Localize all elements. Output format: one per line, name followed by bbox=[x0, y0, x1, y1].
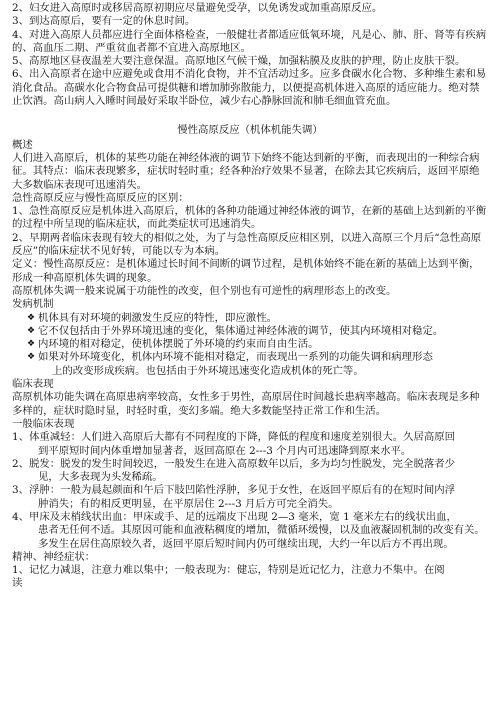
clinical-heading: 临床表现 bbox=[12, 378, 54, 391]
general-item-continuation: 到平原短时间内体重增加显著者，返回高原在 2---3 个月内可迅速降到原来水平。 bbox=[38, 444, 412, 457]
intro-item: 5、高原地区昼夜温差大要注意保温。高原地区气候干燥，加强粘膜及皮肤的护理，防止皮肤干裂。 bbox=[12, 55, 466, 68]
diamond-bullet-icon: ❖ bbox=[27, 325, 36, 336]
diamond-bullet-icon: ❖ bbox=[27, 312, 36, 323]
overview-section bbox=[0, 139, 500, 591]
general-item: 1、体重减轻：人们进入高原后大都有不同程度的下降，降低的程度和速度差别很大。久居高原回 bbox=[12, 431, 456, 444]
neuro-item: 1、记忆力减退，注意力难以集中；一般表现为：健忘，特别是近记忆力，注意力不集中。在阅 bbox=[12, 564, 445, 577]
mechanism-bullet bbox=[12, 312, 488, 325]
intro-item: 4、对进入高原人员都应进行全面体格检查，一般健壮者都适应低氧环境，凡是心、肺、肝、肾等有疾病的、高血压二期、严重贫血者都不宜进入高原地区。 bbox=[12, 28, 487, 54]
nail-bleeding-item: 4、甲床及末梢线状出血：甲床或手、足的远端皮下出现 2—3 毫米，宽 1 毫米左右的线状出血， bbox=[12, 510, 457, 523]
overview-paragraph: 1、急性高原反应是机体进入高原后，机体的各种功能通过神经体液的调节，在新的基础上达到新的平衡的过程中所呈现的临床症状，而此类症状可迅速消失。 bbox=[12, 205, 487, 231]
intro-item: 6、出入高原者在途中应避免或食用不消化食物，并不宜活动过多。应多食碳水化合物、多种维生素和易消化食品。高碳水化合物食品可提供糖和增加肺弥散能力，以便提高机体进入高原的适应能力。绝对禁止饮酒。高山病人入睡时间最好采取半卧位，减少右心静脉回流和肺毛细血管充血。 bbox=[12, 68, 487, 108]
overview-paragraph: 人们进入高原后，机体的某些功能在神经体液的调节下始终不能达到新的平衡，而表现出的一种综合病征。其特点：临床表现繁多，症状时轻时重；经各种治疗效果不显著，在除去其它疾病后，返回平原绝大多数临床表现可迅速消失。 bbox=[12, 151, 480, 191]
mechanism-bullet-text: 如果对外环境变化，机体内环境不能相对稳定，而表现出一系列的功能失调和病理形态 bbox=[38, 351, 433, 364]
nail-bleeding-continuation: 多发生在居住高原较久者，返回平原后短时间内仍可继续出现，大约一年以后方不再出现。 bbox=[38, 537, 454, 550]
mechanism-bullet-text: 它不仅包括由于外界环境迅速的变化，集体通过神经体液的调节，使其内环境相对稳定。 bbox=[38, 324, 444, 337]
diamond-bullet-icon: ❖ bbox=[27, 339, 36, 350]
diamond-bullet-icon: ❖ bbox=[27, 352, 36, 363]
section-title: 慢性高原反应（机体机能失调） bbox=[177, 124, 323, 137]
overview-paragraph: 2、早期两者临床表现有较大的相似之处，为了与急性高原反应相区别，以进入高原三个月后“急性高原反应”的临床症状不见好转，可能以专为本病。 bbox=[12, 231, 482, 258]
mechanism-bullet-text: 机体具有对环境的刺激发生反应的特性，即应激性。 bbox=[38, 311, 277, 324]
overview-paragraph: 定义：慢性高原反应：是机体通过长时间不间断的调节过程，是机体始终不能在新的基础上达到平衡，形成一种高原机体失调的现象。 bbox=[12, 258, 480, 284]
neuro-heading: 精神、神经症状： bbox=[12, 550, 96, 563]
overview-paragraph: 急性高原反应与慢性高原反应的区别： bbox=[12, 191, 189, 204]
mechanism-bullet bbox=[12, 351, 488, 364]
intro-item: 2、妇女进入高原时或移居高原初期应尽量避免受孕，以免诱发或加重高原反应。 bbox=[12, 2, 383, 14]
mechanism-bullet-continuation: 上的改变形成疾病。也包括由于外环境迅速变化造成机体的死亡等。 bbox=[52, 364, 364, 377]
general-item-continuation: 见，大多表现为头发稀疏。 bbox=[38, 471, 163, 484]
overview-heading: 概述 bbox=[12, 138, 33, 151]
mechanism-bullet bbox=[12, 338, 488, 351]
general-item-continuation: 肿消失；有的相反更明显，在平原居住 2---3 月后方可完全消失。 bbox=[38, 497, 339, 510]
general-item: 2、脱发：脱发的发生时间较迟，一般发生在进入高原数年以后，多为均匀性脱发，完全脱落者少 bbox=[12, 457, 456, 470]
clinical-intro: 高原机体功能失调在高原患病率较高，女性多于男性，高原居住时间越长患病率越高。临床表现是多种多样的，症状时隐时显，时轻时重，变幻多端。绝大多数能坚持正常工作和生活。 bbox=[12, 391, 480, 417]
mechanism-bullet bbox=[12, 325, 488, 338]
general-heading: 一般临床表现 bbox=[12, 417, 75, 430]
mechanism-heading: 发病机制 bbox=[12, 298, 54, 311]
intro-list bbox=[0, 0, 500, 108]
nail-bleeding-continuation: 患者无任何不适。其原因可能和血液粘稠度的增加，微循环缓慢，以及血液凝固机制的改变有关。 bbox=[38, 524, 485, 537]
neuro-item-continuation: 读 bbox=[12, 577, 23, 590]
general-item: 3、浮肿：一般为晨起颜面和午后下肢凹陷性浮肿，多见于女性，在返回平原后有的在短时间内浮 bbox=[12, 484, 456, 497]
mechanism-bullet-text: 内环境的相对稳定，使机体摆脱了外环境的约束而自由生活。 bbox=[38, 338, 319, 351]
intro-item: 3、到达高原后，要有一定的休息时间。 bbox=[12, 15, 196, 28]
overview-paragraph: 高原机体失调一般来说属于功能性的改变，但个别也有可逆性的病理形态上的改变。 bbox=[12, 284, 397, 297]
